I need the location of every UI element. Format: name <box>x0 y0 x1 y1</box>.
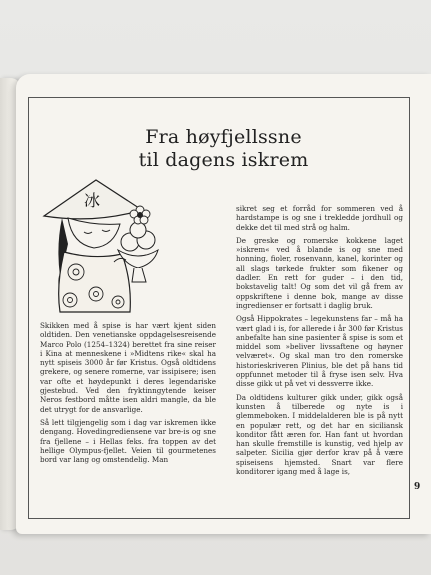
paragraph: Så lett tilgjengelig som i dag var iskremen ikke dengang. Hovedingrediensene var bre-is og sne fra fjellene – i Hellas feks. fra toppen av det hellige Olympus-fjellet. Veien til gourmetenes bord var lang og omstendelig. Man <box>40 417 216 465</box>
girl-with-ice-cream-illustration <box>34 166 166 314</box>
right-text-column <box>236 204 403 480</box>
paragraph: sikret seg et forråd for sommeren ved å hardstampe is og sne i trekledde jordhull og dekke det til med strå og halm. <box>236 204 403 232</box>
book-page <box>16 74 431 534</box>
title-line-2: til dagens iskrem <box>138 149 309 171</box>
paragraph: De greske og romerske kokkene laget »iskrem« ved å blande is og sne med honning, fioler, rosenvann, kanel, korinter og all slags tørkede frukter som fikener og dadler. En rett for guder – i den tid, bokstavelig talt! Og som det vil gå frem av oppskriftene i denne bok, mange av disse ingredienser er fortsatt i daglig bruk. <box>236 235 403 310</box>
paragraph: Også Hippokrates – legekunstens far – må ha vært glad i is, for allerede i år 300 før Kristus anbefalte han sine pasienter å spise is som et middel som »beliver livssaftene og høyner velværet«. Og skal man tro den romerske historieskriveren Plinius, ble det på hans tid oppfunnet metoder til å fryse isen selv. Hva disse gikk ut på vet vi dessverre ikke. <box>236 314 403 389</box>
hat-character: 冰 <box>83 191 101 210</box>
title-line-1: Fra høyfjellssne <box>145 126 302 148</box>
page-number: 9 <box>414 482 421 492</box>
left-text-column <box>40 321 216 468</box>
paragraph: Skikken med å spise is har vært kjent siden oldtiden. Den venetianske oppdagelsesreisende Marco Polo (1254–1324) berettet fra sine reiser i Kina at menneskene i »Midtens rike« skal ha nytt spiseis 3000 år før Kristus. Også oldtidens grekere, og senere romerne, var issipisere; isen var ofte et høydepunkt i deres legendariske gjestebud. Ved den fryktinngytende keiser Neros festbord måtte isen aldri mangle, da ble det utrygt for de ansvarlige. <box>40 321 216 414</box>
paragraph: Da oldtidens kulturer gikk under, gikk også kunsten å tilberede og nyte is i glemmeboken. I middelalderen ble is på nytt en populær rett, og det har en siciliansk konditor fått æren for. Han fant ut hvordan han skulle fremstille is kunstig, ved hjelp av salpeter. Sicilia gjør derfor krav på å være spiseisens hjemsted. Snart var flere konditorer igang med å lage is, <box>236 392 403 477</box>
